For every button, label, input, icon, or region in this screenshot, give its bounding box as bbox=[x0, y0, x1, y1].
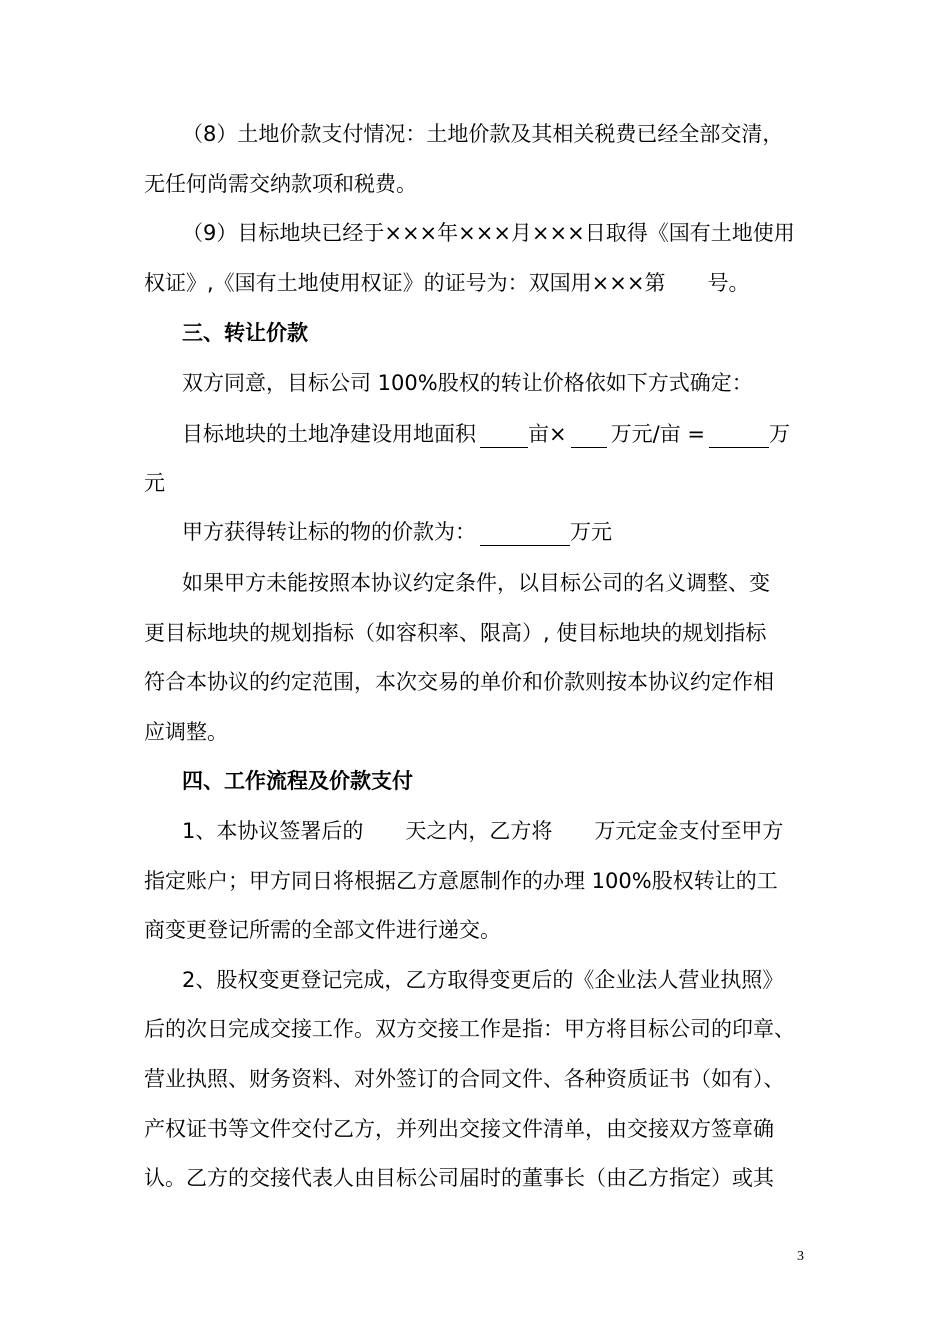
workflow-1-line-2: 指定账户；甲方同日将根据乙方意愿制作的办理 100%股权转让的工 bbox=[144, 869, 778, 893]
workflow-2-line-1: 2、股权变更登记完成，乙方取得变更后的《企业法人营业执照》 bbox=[182, 968, 784, 992]
formula-unit-price: 万元/亩 = bbox=[610, 422, 705, 446]
total-blank bbox=[709, 423, 769, 448]
workflow-2-line-4: 产权证书等文件交付乙方，并列出交接文件清单，由交接双方签章确 bbox=[144, 1117, 774, 1141]
adjustment-line-4: 应调整。 bbox=[144, 720, 228, 744]
formula-prefix: 目标地块的土地净建设用地面积 bbox=[182, 422, 476, 446]
section-heading-workflow: 四、工作流程及价款支付 bbox=[182, 769, 413, 793]
adjustment-line-3: 符合本协议的约定范围，本次交易的单价和价款则按本协议约定作相 bbox=[144, 670, 774, 694]
payment-line bbox=[182, 518, 612, 546]
adjustment-line-2: 更目标地块的规划指标（如容积率、限高）, 使目标地块的规划指标 bbox=[144, 621, 767, 645]
price-formula-line bbox=[182, 420, 790, 448]
payment-unit: 万元 bbox=[570, 520, 612, 544]
adjustment-line-1: 如果甲方未能按照本协议约定条件，以目标公司的名义调整、变 bbox=[182, 571, 770, 595]
section-heading-transfer-price: 三、转让价款 bbox=[182, 321, 308, 345]
clause-8-line-1: （8）土地价款支付情况：土地价款及其相关税费已经全部交清， bbox=[182, 122, 784, 146]
payment-prefix: 甲方获得转让标的物的价款为： bbox=[182, 520, 476, 544]
workflow-2-line-3: 营业执照、财务资料、对外签订的合同文件、各种资质证书（如有）、 bbox=[144, 1067, 785, 1091]
workflow-1-line-3: 商变更登记所需的全部文件进行递交。 bbox=[144, 918, 501, 942]
price-formula-line-2: 元 bbox=[144, 471, 165, 495]
formula-unit-mu: 亩× bbox=[528, 422, 567, 446]
workflow-2-line-2: 后的次日完成交接工作。双方交接工作是指：甲方将目标公司的印章、 bbox=[144, 1017, 795, 1041]
price-intro: 双方同意，目标公司 100%股权的转让价格依如下方式确定： bbox=[182, 371, 753, 395]
clause-9-line-2: 权证》,《国有土地使用权证》的证号为：双国用×××第 号。 bbox=[144, 271, 750, 295]
formula-unit-wan: 万 bbox=[768, 422, 790, 446]
page-number: 3 bbox=[797, 1249, 804, 1264]
area-blank bbox=[480, 423, 528, 448]
unit-price-blank bbox=[571, 423, 607, 448]
workflow-1-line-1: 1、本协议签署后的 天之内，乙方将 万元定金支付至甲方 bbox=[182, 819, 784, 843]
workflow-2-line-5: 认。乙方的交接代表人由目标公司届时的董事长（由乙方指定）或其 bbox=[144, 1166, 774, 1190]
payment-amount-blank bbox=[480, 521, 570, 546]
clause-9-line-1: （9）目标地块已经于×××年×××月×××日取得《国有土地使用 bbox=[182, 221, 795, 245]
clause-8-line-2: 无任何尚需交纳款项和税费。 bbox=[144, 172, 417, 196]
